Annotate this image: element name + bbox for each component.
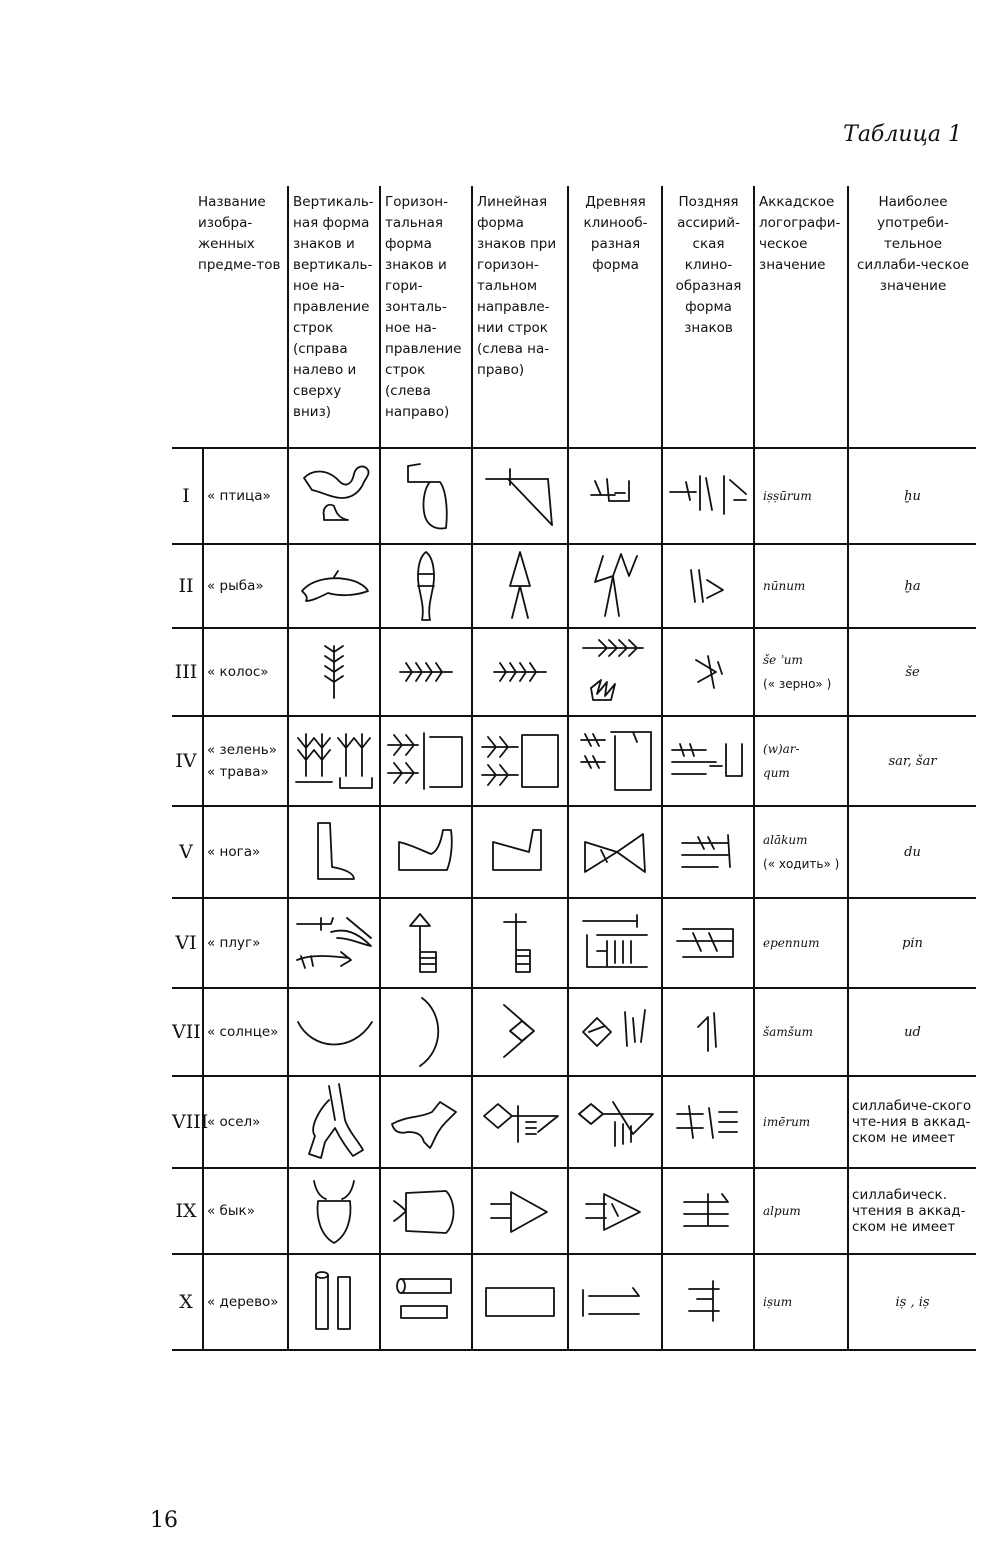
- plough-icon: [288, 898, 380, 988]
- header-horizontal: Горизон-тальная форма знаков и гори-зонталь-ное на-правление строк (слева направо): [380, 186, 472, 448]
- row-name: « колос»: [203, 628, 288, 716]
- row-name: « дерево»: [203, 1254, 288, 1350]
- table-row: [172, 806, 976, 898]
- table-row: [172, 448, 976, 544]
- table-row: [172, 1168, 976, 1254]
- grass-horizontal-icon: [380, 716, 472, 806]
- syllabic-value: pin: [848, 898, 976, 988]
- syllabic-value: силлабиче-ского чте-ния в аккад-ском не имеет: [848, 1076, 976, 1168]
- header-vertical: Вертикаль-ная форма знаков и вертикаль-ное на-правление строк (справа налево и сверху вниз): [288, 186, 380, 448]
- grass-linear-icon: [472, 716, 568, 806]
- fish-linear-icon: [472, 544, 568, 628]
- akkadian-value: [754, 806, 848, 898]
- akkadian-value: imērum: [754, 1076, 848, 1168]
- header-late: Поздняя ассирий-ская клино-образная форма знаков: [662, 186, 754, 448]
- syllabic-value: du: [848, 806, 976, 898]
- row-numeral: IV: [172, 716, 203, 806]
- header-ancient: Древняя клинооб-разная форма: [568, 186, 662, 448]
- sun-ancient-cuneiform-icon: [568, 988, 662, 1076]
- fish-icon: [288, 544, 380, 628]
- bird-ancient-cuneiform-icon: [568, 448, 662, 544]
- tree-horizontal-icon: [380, 1254, 472, 1350]
- ear-icon: [288, 628, 380, 716]
- syllabic-value: ud: [848, 988, 976, 1076]
- akkadian-value: iṣṣūrum: [754, 448, 848, 544]
- row-numeral: II: [172, 544, 203, 628]
- table-row: [172, 628, 976, 716]
- row-numeral: VIII: [172, 1076, 203, 1168]
- plough-horizontal-icon: [380, 898, 472, 988]
- row-name: « плуг»: [203, 898, 288, 988]
- akkadian-main: (w)ar-: [763, 742, 800, 756]
- leg-linear-icon: [472, 806, 568, 898]
- row-numeral: V: [172, 806, 203, 898]
- leg-icon: [288, 806, 380, 898]
- page-number: 16: [150, 1508, 178, 1533]
- sun-linear-icon: [472, 988, 568, 1076]
- plough-late-cuneiform-icon: [662, 898, 754, 988]
- syllabic-value: sar, šar: [848, 716, 976, 806]
- syllabic-value: силлабическ. чтения в аккад-ском не имеет: [848, 1168, 976, 1254]
- donkey-late-cuneiform-icon: [662, 1076, 754, 1168]
- syllabic-value: še: [848, 628, 976, 716]
- ear-ancient-cuneiform-icon: [568, 628, 662, 716]
- header-syllabic: Наиболее употреби-тельное силлаби-ческое значение: [848, 186, 976, 448]
- ox-icon: [288, 1168, 380, 1254]
- ox-horizontal-icon: [380, 1168, 472, 1254]
- leg-horizontal-icon: [380, 806, 472, 898]
- leg-ancient-cuneiform-icon: [568, 806, 662, 898]
- syllabic-value: iṣ , iṣ: [848, 1254, 976, 1350]
- grass-late-cuneiform-icon: [662, 716, 754, 806]
- bird-horizontal-icon: [380, 448, 472, 544]
- row-numeral: VII: [172, 988, 203, 1076]
- tree-icon: [288, 1254, 380, 1350]
- donkey-icon: [288, 1076, 380, 1168]
- table-row: [172, 544, 976, 628]
- bird-icon: [288, 448, 380, 544]
- row-name: [203, 716, 288, 806]
- akkadian-value: šamšum: [754, 988, 848, 1076]
- akkadian-value: epennum: [754, 898, 848, 988]
- bird-late-cuneiform-icon: [662, 448, 754, 544]
- akkadian-main: še ʾum: [763, 653, 803, 667]
- fish-ancient-cuneiform-icon: [568, 544, 662, 628]
- grass-icon: [288, 716, 380, 806]
- fish-horizontal-icon: [380, 544, 472, 628]
- akkadian-value: [754, 716, 848, 806]
- fish-late-cuneiform-icon: [662, 544, 754, 628]
- ear-late-cuneiform-icon: [662, 628, 754, 716]
- row-name: « осел»: [203, 1076, 288, 1168]
- ox-late-cuneiform-icon: [662, 1168, 754, 1254]
- akkadian-value: [754, 628, 848, 716]
- plough-ancient-cuneiform-icon: [568, 898, 662, 988]
- akkadian-note: qum: [763, 766, 790, 780]
- sun-late-cuneiform-icon: [662, 988, 754, 1076]
- donkey-linear-icon: [472, 1076, 568, 1168]
- ear-horizontal-icon: [380, 628, 472, 716]
- leg-late-cuneiform-icon: [662, 806, 754, 898]
- row-name-line1: « зелень»: [207, 742, 278, 758]
- table-row: [172, 898, 976, 988]
- donkey-ancient-cuneiform-icon: [568, 1076, 662, 1168]
- header-linear: Линейная форма знаков при горизон-тальном направле-нии строк (слева на-право): [472, 186, 568, 448]
- table-row: [172, 1254, 976, 1350]
- cuneiform-table: [172, 186, 976, 1351]
- row-numeral: III: [172, 628, 203, 716]
- row-name: « нога»: [203, 806, 288, 898]
- akkadian-value: alpum: [754, 1168, 848, 1254]
- row-name-line2: « трава»: [207, 764, 269, 780]
- table-row: [172, 1076, 976, 1168]
- grass-ancient-cuneiform-icon: [568, 716, 662, 806]
- row-numeral: IX: [172, 1168, 203, 1254]
- table-caption: Таблица 1: [843, 122, 962, 147]
- akkadian-note: (« зерно» ): [763, 677, 832, 691]
- row-numeral: VI: [172, 898, 203, 988]
- row-numeral: I: [172, 448, 203, 544]
- row-numeral: X: [172, 1254, 203, 1350]
- tree-ancient-cuneiform-icon: [568, 1254, 662, 1350]
- akkadian-note: (« ходить» ): [763, 857, 840, 871]
- ox-linear-icon: [472, 1168, 568, 1254]
- ox-ancient-cuneiform-icon: [568, 1168, 662, 1254]
- ear-linear-icon: [472, 628, 568, 716]
- tree-late-cuneiform-icon: [662, 1254, 754, 1350]
- syllabic-value: ḫa: [848, 544, 976, 628]
- tree-linear-icon: [472, 1254, 568, 1350]
- table-row: [172, 716, 976, 806]
- sun-icon: [288, 988, 380, 1076]
- row-name: « солнце»: [203, 988, 288, 1076]
- bird-linear-icon: [472, 448, 568, 544]
- row-name: « бык»: [203, 1168, 288, 1254]
- table-row: [172, 988, 976, 1076]
- akkadian-value: iṣum: [754, 1254, 848, 1350]
- donkey-horizontal-icon: [380, 1076, 472, 1168]
- sun-horizontal-icon: [380, 988, 472, 1076]
- akkadian-value: nūnum: [754, 544, 848, 628]
- header-name: Название изобра-женных предме-тов: [172, 186, 288, 448]
- header-akkadian: Аккадское логографи-ческое значение: [754, 186, 848, 448]
- row-name: « птица»: [203, 448, 288, 544]
- akkadian-main: alākum: [763, 833, 808, 847]
- row-name: « рыба»: [203, 544, 288, 628]
- plough-linear-icon: [472, 898, 568, 988]
- syllabic-value: ḫu: [848, 448, 976, 544]
